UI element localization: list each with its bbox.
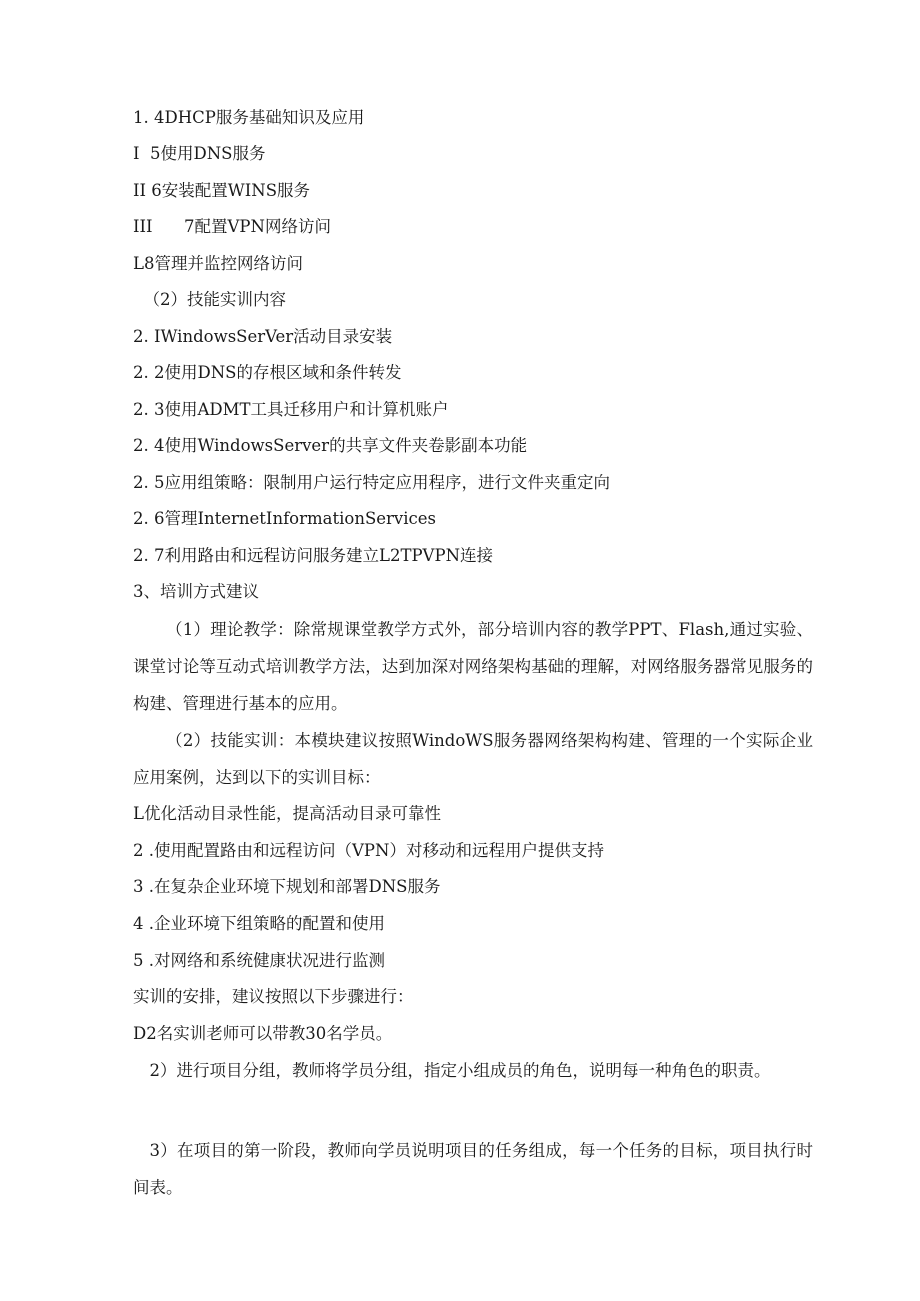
goal-2: 2 .使用配置路由和远程访问（VPN）对移动和远程用户提供支持 xyxy=(133,841,604,860)
item-admt: 2. 3使用ADMT工具迁移用户和计算机账户 xyxy=(133,400,449,419)
goal-3: 3 .在复杂企业环境下规划和部署DNS服务 xyxy=(133,877,441,896)
goal-5: 5 .对网络和系统健康状况进行监测 xyxy=(133,951,385,970)
section-skill-content: （2）技能实训内容 xyxy=(133,290,286,309)
section-training-method: 3、培训方式建议 xyxy=(133,582,259,601)
paragraph-skills: （2）技能实训：本模块建议按照WindoWS服务器网络架构构建、管理的一个实际企业应用案例，达到以下的实训目标： xyxy=(133,731,813,787)
paragraph-theory: （1）理论教学：除常规课堂教学方式外，部分培训内容的教学PPT、Flash,通过实验、课堂讨论等互动式培训教学方法，达到加深对网络架构基础的理解，对网络服务器常见服务的构建、管理进行基本的应用。 xyxy=(133,620,813,713)
item-group-policy: 2. 5应用组策略：限制用户运行特定应用程序，进行文件夹重定向 xyxy=(133,473,610,492)
item-l2tp: 2. 7利用路由和远程访问服务建立L2TPVPN连接 xyxy=(133,546,494,565)
item-4dhcp: 1. 4DHCP服务基础知识及应用 xyxy=(133,108,365,127)
item-ad-install: 2. IWindowsSerVer活动目录安装 xyxy=(133,327,393,346)
goal-4: 4 .企业环境下组策略的配置和使用 xyxy=(133,914,385,933)
item-vpn: III 7配置VPN网络访问 xyxy=(133,217,331,236)
item-wins: II 6安装配置WINS服务 xyxy=(133,181,310,200)
item-dns-stub: 2. 2使用DNS的存根区域和条件转发 xyxy=(133,363,402,382)
arrangement-intro: 实训的安排，建议按照以下步骤进行： xyxy=(133,987,414,1006)
step-1: D2名实训老师可以带教30名学员。 xyxy=(133,1024,393,1043)
goal-1: L优化活动目录性能，提高活动目录可靠性 xyxy=(133,804,441,823)
step-2: 2）进行项目分组，教师将学员分组，指定小组成员的角色，说明每一种角色的职责。 xyxy=(149,1061,771,1080)
item-monitor: L8管理并监控网络访问 xyxy=(133,254,303,273)
step-3: 3）在项目的第一阶段，教师向学员说明项目的任务组成，每一个任务的目标，项目执行时间表。 xyxy=(133,1141,813,1197)
item-iis: 2. 6管理InternetInformationServices xyxy=(133,509,436,528)
item-dns: I 5使用DNS服务 xyxy=(133,144,266,163)
item-shadow-copy: 2. 4使用WindowsServer的共享文件夹卷影副本功能 xyxy=(133,436,528,455)
